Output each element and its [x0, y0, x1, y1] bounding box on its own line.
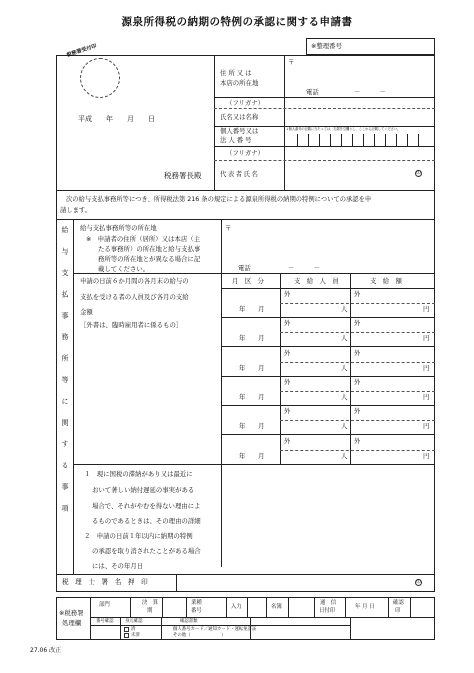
tax-office-addressee: 税務署長殿: [164, 171, 202, 180]
payroll-table-row[interactable]: [221, 288, 435, 317]
identity-not-done-checkbox[interactable]: [124, 633, 129, 638]
header-row-line: [214, 97, 435, 98]
office-cell-divider: [388, 597, 389, 617]
row-people-unit: 人: [341, 422, 348, 430]
name-label: 氏名又は名称: [220, 113, 259, 121]
row-people-outer: 外: [284, 378, 291, 386]
representative-field[interactable]: [286, 161, 416, 189]
row-amount-outer: 外: [354, 407, 361, 415]
office-industry-label-1: 業種: [191, 600, 202, 606]
office-roster-label: 名簿: [271, 604, 282, 610]
name-field[interactable]: [286, 109, 433, 125]
address-label-1: 住所又は: [220, 69, 254, 77]
row-dash-line: [280, 391, 435, 392]
office-cell-divider: [345, 597, 346, 617]
reason-1-a: １ 現に国税の滞納があり又は最近に: [84, 470, 193, 478]
row-amount-unit: 円: [423, 393, 430, 401]
office-settlement-label-1: 決 算: [142, 600, 159, 606]
row-dash-line: [280, 332, 435, 333]
office-postal-mark: 〒: [225, 224, 232, 232]
office-confirm-label-2: 印: [395, 608, 401, 614]
address-phone-dash[interactable]: － －: [354, 88, 386, 96]
payroll-desc-1: 申請の日前６か月間の各月末の給与の: [80, 277, 189, 285]
row-amount-outer: 外: [354, 349, 361, 357]
payroll-table-row[interactable]: [221, 317, 435, 346]
office-date-label[interactable]: 年 月 日: [355, 604, 375, 610]
office-note-2: たる事務所）の所在地と給与支払事: [98, 245, 201, 253]
id-number-note: ↓個人番号の記載に当たっては、左端を空欄とし、ここから記載してください。: [286, 127, 401, 131]
payroll-table-row[interactable]: [221, 435, 435, 464]
office-note-4: 載してください。: [98, 265, 150, 273]
header-label-divider: [284, 55, 285, 190]
id-number-label-2: 法人番号: [220, 136, 254, 144]
office-cell-divider: [410, 597, 411, 617]
identity-check-label: 身元確認: [125, 619, 143, 624]
office-sub-line: [90, 625, 350, 626]
form-title: 源泉所得税の納期の特例の承認に関する申請書: [121, 16, 353, 28]
address-phone-label: 電話: [306, 88, 319, 96]
row-people-outer: 外: [284, 319, 291, 327]
reason-2-b: の承認を取り消されたことがある場合: [92, 547, 201, 555]
row-month[interactable]: 年 月: [239, 452, 265, 460]
doc-check-label: 確認書類: [180, 619, 198, 624]
col-header-month: 月 区 分: [232, 277, 264, 285]
office-phone-label: 電話: [238, 264, 251, 272]
doc-other-label: その他（ ）: [173, 633, 226, 638]
row-month[interactable]: 年 月: [239, 422, 265, 430]
row-amount-outer: 外: [354, 290, 361, 298]
reference-number-label: ※整理番号: [311, 42, 342, 50]
address-label-2: 本店の所在地: [220, 79, 259, 87]
tax-accountant-field[interactable]: [178, 576, 418, 590]
row-people-unit: 人: [341, 393, 348, 401]
receipt-stamp-circle: [80, 58, 120, 98]
application-date[interactable]: 平成 年 月 日: [78, 115, 155, 123]
row-amount-unit: 円: [423, 334, 430, 342]
office-cell-divider: [130, 597, 131, 617]
receipt-stamp-label: 税務署受付印: [65, 43, 98, 59]
payroll-bottom-line: [73, 464, 435, 465]
row-month[interactable]: 年 月: [239, 393, 265, 401]
office-cell-divider: [266, 597, 267, 617]
row-people-outer: 外: [284, 290, 291, 298]
office-use-label-2: 処理欄: [62, 619, 82, 627]
reason-1-c: 場合で、それがやむを得ない理由によ: [92, 502, 201, 510]
office-cell-divider: [350, 617, 351, 640]
row-amount-unit: 円: [423, 422, 430, 430]
row-dash-line: [280, 303, 435, 304]
row-people-unit: 人: [341, 452, 348, 460]
office-cell-divider: [288, 597, 289, 617]
header-divider: [214, 55, 215, 190]
row-people-unit: 人: [341, 305, 348, 313]
office-cell-divider: [247, 597, 248, 617]
intro-bottom-line: [56, 219, 435, 220]
rep-furigana-label: （フリガナ）: [226, 149, 265, 157]
payroll-table-row[interactable]: [221, 405, 435, 434]
office-cell-divider: [314, 597, 315, 617]
reason-1-b: おいて著しい納付遅延の事実がある: [92, 486, 195, 494]
office-cell-divider: [226, 597, 227, 617]
row-amount-unit: 円: [423, 452, 430, 460]
office-note-3: 務所等の所在地とが異なる場合に記: [98, 255, 201, 263]
section-side-label: [59, 226, 71, 526]
row-dash-line: [280, 420, 435, 421]
tax-accountant-seal-mark: 印: [416, 580, 421, 585]
tax-accountant-divider: [176, 574, 177, 592]
row-month[interactable]: 年 月: [239, 364, 265, 372]
identity-done-label: 済: [131, 627, 136, 632]
payroll-table-row[interactable]: [221, 347, 435, 376]
office-settlement-label-2: 期: [147, 608, 153, 614]
office-notice-label-1: 通 信: [320, 600, 337, 606]
office-dept-label: 部門: [99, 602, 110, 608]
reason-2-a: ２ 申請の日前１年以内に納期の特例: [84, 532, 193, 540]
office-cell-divider: [161, 617, 162, 640]
office-use-divider: [90, 597, 91, 640]
row-dash-line: [280, 450, 435, 451]
office-confirm-label-1: 確認: [393, 600, 404, 606]
row-dash-line: [280, 362, 435, 363]
representative-label: 代表者氏名: [220, 170, 260, 178]
intro-text-line-2: 請します。: [60, 207, 91, 214]
row-amount-outer: 外: [354, 378, 361, 386]
address-field[interactable]: [296, 58, 432, 88]
col-header-people: 支 給 人 員: [294, 277, 339, 285]
col-header-amount: 支 給 額: [370, 277, 402, 285]
office-cell-divider: [162, 597, 163, 617]
row-amount-outer: 外: [354, 319, 361, 327]
office-use-label-1: ※税務署: [59, 609, 84, 617]
address-postal-mark: 〒: [288, 58, 295, 66]
name-furigana-label: （フリガナ）: [226, 99, 265, 107]
office-input-label: 入力: [231, 604, 242, 610]
reasons-answer-field[interactable]: [223, 466, 433, 566]
header-bottom-line: [56, 190, 435, 191]
payroll-desc-2: 支払を受ける者の人員及び各月の支給: [80, 293, 189, 301]
row-people-outer: 外: [284, 437, 291, 445]
office-notice-label-2: 日付印: [319, 608, 336, 614]
office-bottom-line: [73, 273, 435, 274]
id-number-label-1: 個人番号又は: [220, 127, 259, 135]
office-address-field[interactable]: [232, 223, 432, 259]
tax-accountant-label: 税 理 士 署 名 押 印: [62, 578, 148, 586]
row-people-outer: 外: [284, 407, 291, 415]
id-number-grid[interactable]: [286, 134, 433, 146]
identity-done-checkbox[interactable]: [124, 627, 129, 632]
office-use-mid-line: [90, 617, 435, 618]
office-phone-dash[interactable]: － －: [288, 264, 320, 272]
office-cell-divider: [120, 617, 121, 640]
payroll-desc-4: ［外書は、臨時雇用者に係るもの］: [80, 321, 183, 329]
reason-1-d: るものであるときは、その理由の詳細: [92, 517, 201, 525]
row-amount-outer: 外: [354, 437, 361, 445]
office-note-1: ※ 申請者の住所（居所）又は本店（主: [86, 235, 200, 243]
header-row-line: [214, 146, 435, 147]
section-side-label-text: 給与支払事務所等に関する事項: [61, 226, 69, 526]
office-cell-divider: [186, 597, 187, 617]
row-month[interactable]: 年 月: [239, 305, 265, 313]
doc-list-label: 個人番号カード／通知カード・運転免許証: [173, 627, 257, 632]
representative-seal-mark: 印: [416, 171, 421, 176]
payroll-desc-3: 金額: [80, 308, 93, 316]
office-location-title: 給与支払事務所等の所在地: [80, 224, 157, 232]
reason-2-c: には、その年月日: [92, 562, 144, 570]
office-cell-divider: [250, 617, 251, 640]
number-check-label: 番号確認: [96, 619, 114, 624]
revision-label: 27.06 改正: [30, 647, 62, 654]
payroll-table-row[interactable]: [221, 376, 435, 405]
row-people-unit: 人: [341, 334, 348, 342]
row-people-unit: 人: [341, 364, 348, 372]
row-people-outer: 外: [284, 349, 291, 357]
row-amount-unit: 円: [423, 364, 430, 372]
row-month[interactable]: 年 月: [239, 334, 265, 342]
intro-text-line-1: 次の給与支払事務所等につき、所得税法第 216 条の規定による源泉所得税の納期の特例についての承認を申: [66, 196, 372, 203]
office-industry-label-2: 番号: [191, 608, 202, 614]
row-amount-unit: 円: [423, 305, 430, 313]
identity-not-done-label: 未済: [131, 633, 140, 638]
